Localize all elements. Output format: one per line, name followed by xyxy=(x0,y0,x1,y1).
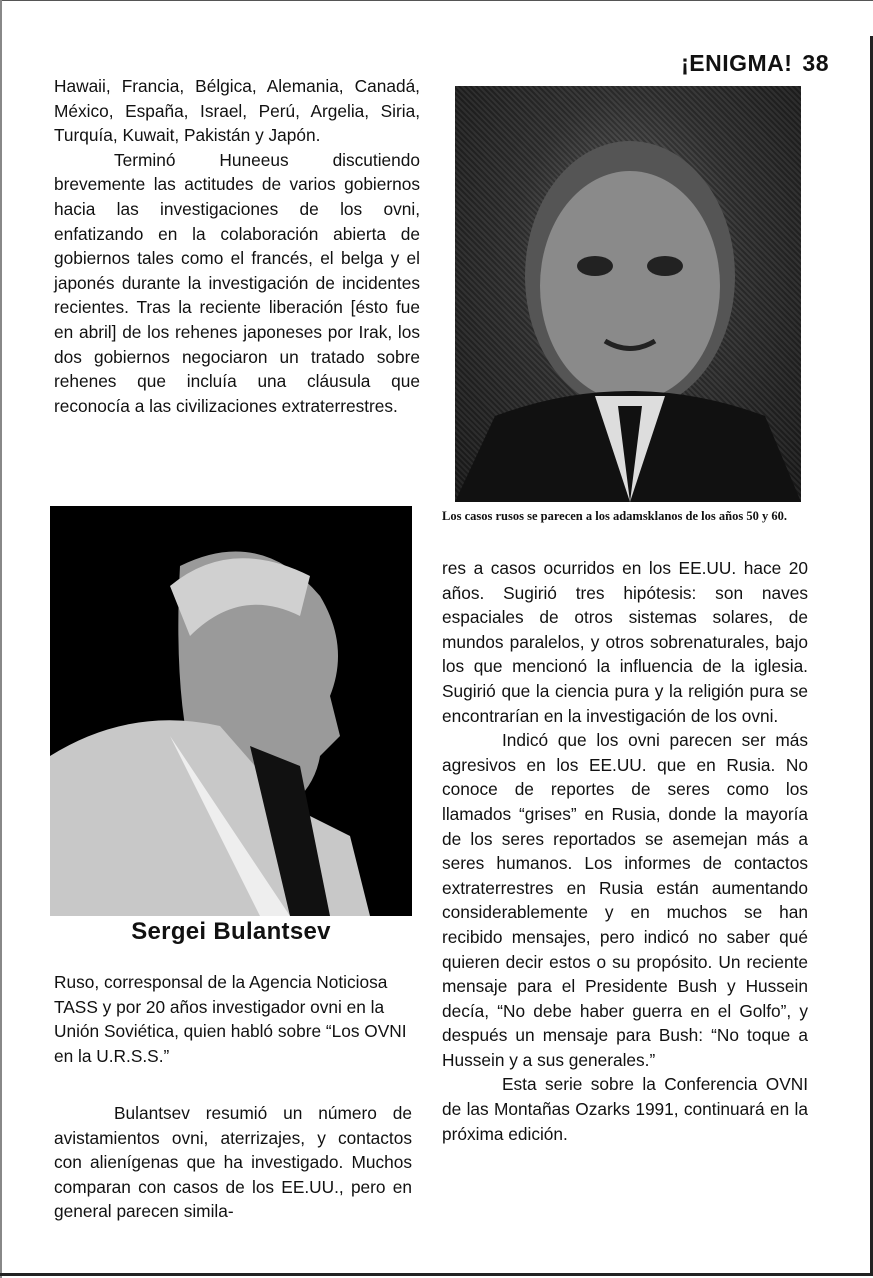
paragraph: Indicó que los ovni parecen ser más agresivos en los EE.UU. que en Rusia. No conoce de reportes de seres como los llamados “grises” en Rusia, donde la mayoría de los seres reportados se asemejan más a seres humanos. Los informes de contactos extraterrestres en Rusia están aumentando considerablemente y en muchos se han recibido mensajes, pero indicó no saber qué quieren decir estos o su propósito. Un reciente mensaje para el Presidente Bush y Hussein decía, “No debe haber guerra en el Golfo”, y después un mensaje para Bush: “No toque a Hussein y a sus generales.” xyxy=(442,730,808,1070)
paragraph: Esta serie sobre la Conferencia OVNI de las Montañas Ozarks 1991, continuará en la próxima edición. xyxy=(442,1074,808,1144)
paragraph: res a casos ocurridos en los EE.UU. hace 20 años. Sugirió tres hipótesis: son naves espaciales de otros sistemas solares, de mundos paralelos, y otros sobrenaturales, bajo los que mencionó la influencia de la iglesia. Sugirió que la ciencia pura y la religión pura se encontrarían en la investigación de los ovni. xyxy=(442,558,808,726)
bottom-border xyxy=(0,1273,873,1276)
paragraph: Terminó Huneeus discutiendo brevemente las actitudes de varios gobiernos hacia las investigaciones de los ovni, enfatizando en la colaboración abierta de gobiernos tales como el francés, el belga y el japonés durante la investigación de incidentes recientes. Tras la reciente liberación [ésto fue en abril] de los rehenes japoneses por Irak, los dos gobiernos negociaron un tratado sobre rehenes que incluía una cláusula que reconocía a las civilizaciones extraterrestres. xyxy=(54,149,420,416)
photo-description xyxy=(54,970,412,1068)
page-header xyxy=(681,50,829,77)
man-profile-icon xyxy=(50,506,412,916)
top-rule xyxy=(0,0,873,1)
photo-name-caption: Sergei Bulantsev xyxy=(131,918,331,945)
photo-caption-top: Los casos rusos se parecen a los adamsklanos de los años 50 y 60. xyxy=(442,509,787,523)
page-number: 38 xyxy=(802,50,829,76)
man-portrait-icon xyxy=(455,86,801,502)
portrait-photo-top xyxy=(455,86,801,502)
magazine-title: ¡ENIGMA! xyxy=(681,50,793,76)
left-border xyxy=(0,0,2,1278)
paragraph: Hawaii, Francia, Bélgica, Alemania, Canadá, México, España, Israel, Perú, Argelia, Siria, Turquía, Kuwait, Pakistán y Japón. xyxy=(54,76,420,146)
left-column-bottom xyxy=(54,1101,412,1224)
portrait-photo-bulantsev xyxy=(50,506,412,916)
left-column-top xyxy=(54,74,420,418)
right-column xyxy=(442,556,808,1146)
description-text: Ruso, corresponsal de la Agencia Noticiosa TASS y por 20 años investigador ovni en la Unión Soviética, quien habló sobre “Los OVNI en la U.R.S.S.” xyxy=(54,972,407,1066)
paragraph: Bulantsev resumió un número de avistamientos ovni, aterrizajes, y contactos con alienígenas que ha investigado. Muchos comparan con casos de los EE.UU., pero en general parecen simila- xyxy=(54,1103,412,1222)
